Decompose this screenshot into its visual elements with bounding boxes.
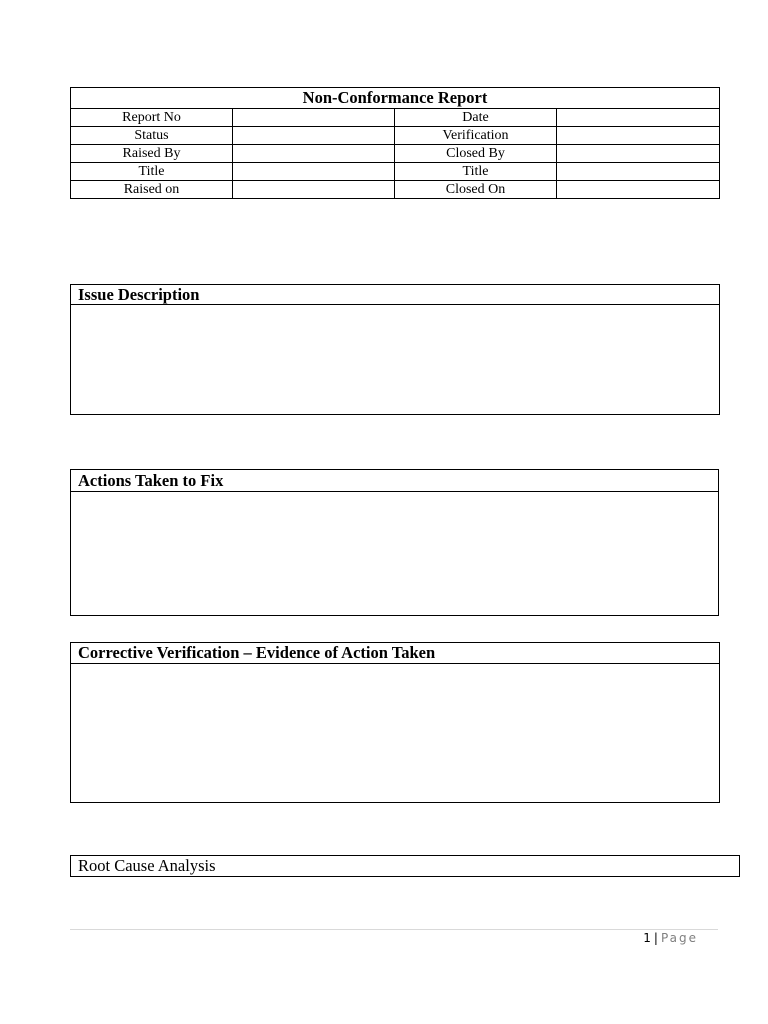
issue-description-heading: Issue Description [71, 285, 719, 305]
report-no-label: Report No [71, 109, 233, 127]
closed-on-value[interactable] [557, 181, 720, 199]
report-title-row [71, 88, 720, 109]
footer-divider [70, 929, 718, 930]
closed-by-title-label: Title [395, 163, 557, 181]
root-cause-analysis-heading: Root Cause Analysis [70, 855, 740, 877]
table-row [71, 109, 720, 127]
table-row [71, 181, 720, 199]
table-row [71, 145, 720, 163]
raised-by-title-value[interactable] [233, 163, 395, 181]
closed-by-value[interactable] [557, 145, 720, 163]
page-footer [643, 931, 698, 945]
verification-label: Verification [395, 127, 557, 145]
raised-on-label: Raised on [71, 181, 233, 199]
actions-taken-section [70, 469, 719, 616]
issue-description-content[interactable] [71, 305, 719, 414]
corrective-verification-section [70, 642, 720, 803]
raised-on-value[interactable] [233, 181, 395, 199]
issue-description-section [70, 284, 720, 415]
closed-on-label: Closed On [395, 181, 557, 199]
raised-by-value[interactable] [233, 145, 395, 163]
closed-by-title-value[interactable] [557, 163, 720, 181]
status-value[interactable] [233, 127, 395, 145]
verification-value[interactable] [557, 127, 720, 145]
actions-taken-content[interactable] [71, 492, 718, 615]
corrective-verification-heading: Corrective Verification – Evidence of Action Taken [71, 643, 719, 664]
page-number: 1 [643, 931, 651, 945]
page-label: Page [660, 931, 698, 945]
corrective-verification-content[interactable] [71, 664, 719, 802]
raised-by-title-label: Title [71, 163, 233, 181]
actions-taken-heading: Actions Taken to Fix [71, 470, 718, 492]
table-row [71, 127, 720, 145]
report-header-table [70, 87, 720, 199]
footer-separator: | [653, 931, 658, 945]
status-label: Status [71, 127, 233, 145]
date-label: Date [395, 109, 557, 127]
closed-by-label: Closed By [395, 145, 557, 163]
report-title: Non-Conformance Report [71, 88, 720, 109]
table-row [71, 163, 720, 181]
raised-by-label: Raised By [71, 145, 233, 163]
date-value[interactable] [557, 109, 720, 127]
report-no-value[interactable] [233, 109, 395, 127]
